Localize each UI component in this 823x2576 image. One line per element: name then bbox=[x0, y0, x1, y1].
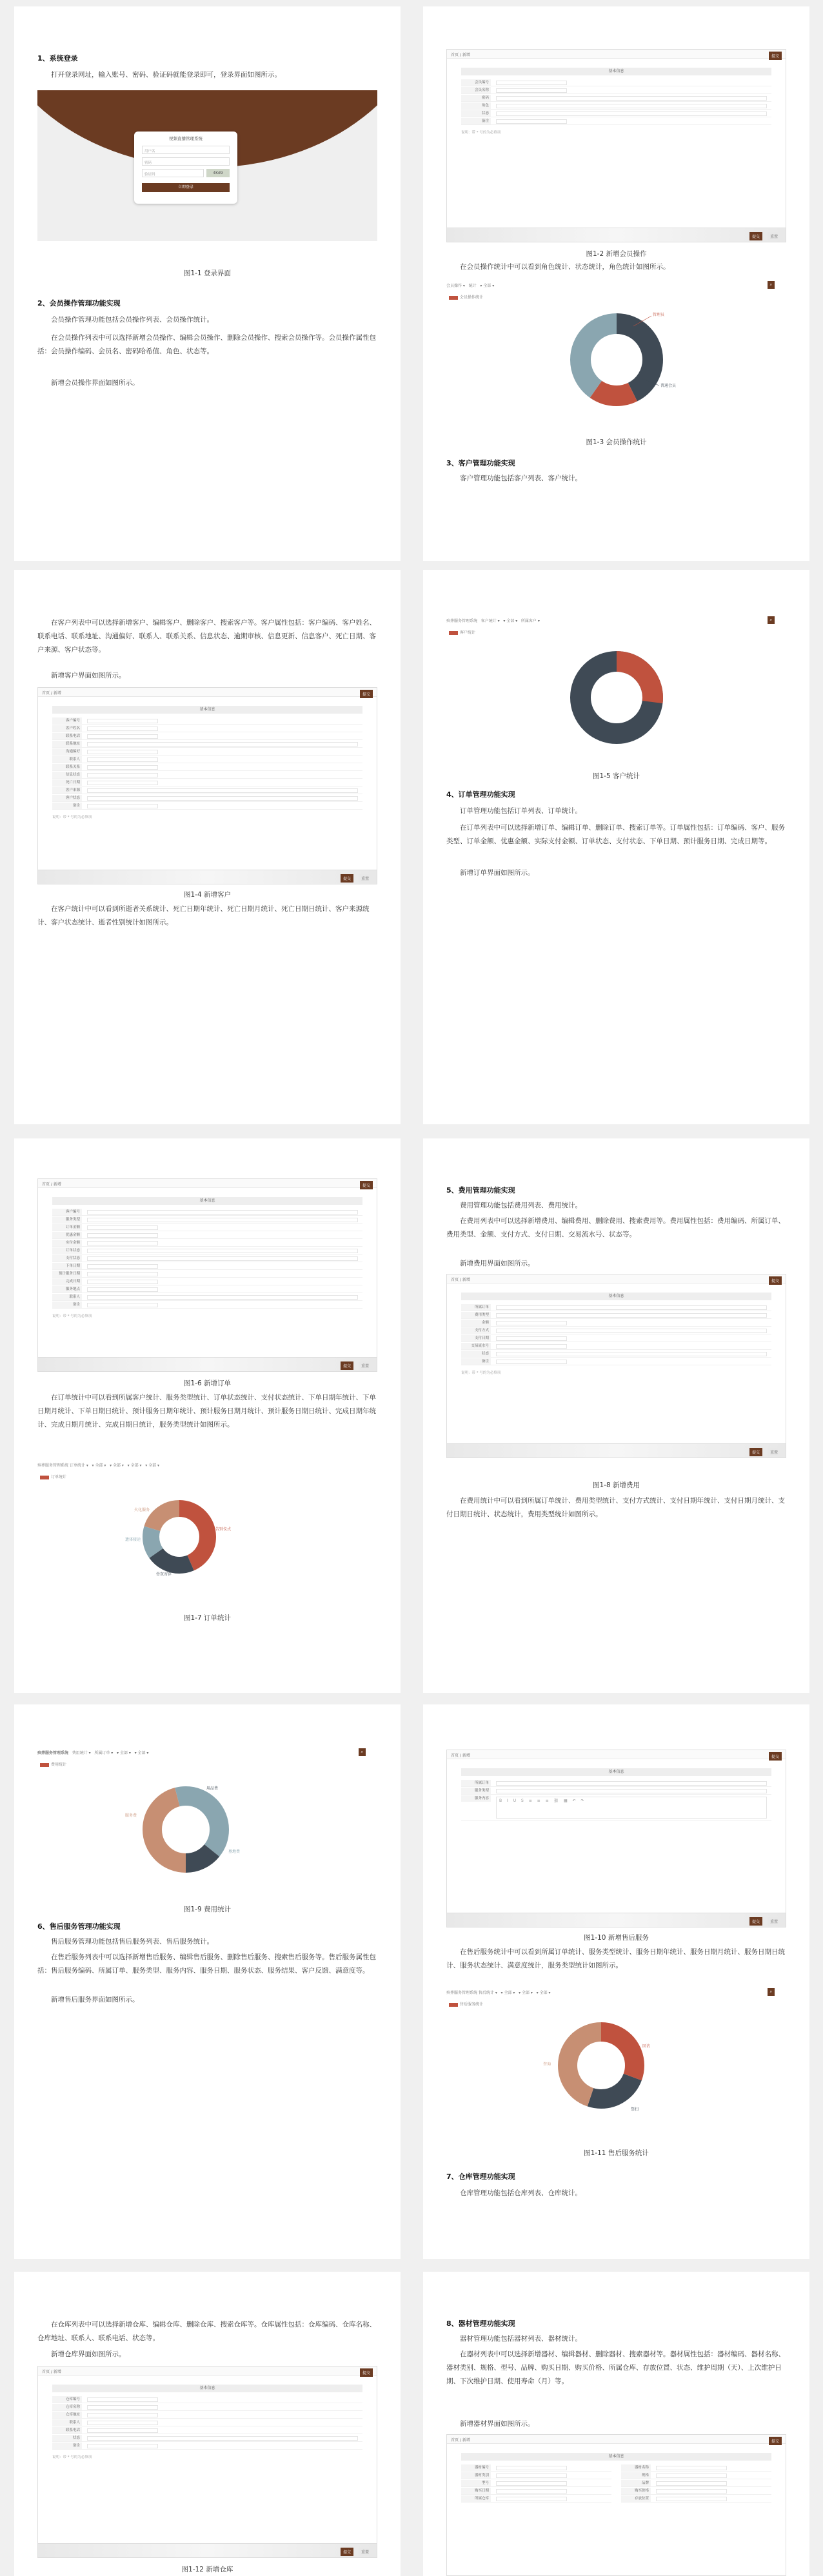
field-select[interactable] bbox=[496, 2474, 567, 2478]
field-input[interactable] bbox=[87, 1241, 158, 1245]
form-screenshot bbox=[446, 1750, 786, 1927]
field-input[interactable] bbox=[496, 81, 567, 85]
field-label: 联系电话 bbox=[52, 733, 82, 739]
chart-screenshot: 殡葬服务管理系统 客户统计 ▾ ▾ 全部 ▾ 所属客户 ▾ ⌕ 客户统计 bbox=[446, 616, 786, 765]
breadcrumb: 首页 / 新增 bbox=[38, 1179, 377, 1188]
paragraph: 在会员操作列表中可以选择新增会员操作、编辑会员操作、删除会员操作、搜索会员操作等。会员操作属性包括：会员操作编码、会员名、密码哈希值、角色、状态等。 bbox=[37, 334, 376, 355]
paragraph: 在会员操作统计中可以看到角色统计、状态统计，角色统计如图所示。 bbox=[460, 263, 670, 271]
field-input[interactable] bbox=[87, 2397, 158, 2402]
field-select[interactable] bbox=[87, 1295, 358, 1300]
field-input[interactable] bbox=[87, 2428, 158, 2433]
figure-caption: 图1-4 新增客户 bbox=[184, 891, 231, 899]
search-button[interactable]: ⌕ bbox=[768, 1988, 775, 1996]
field-label: 密码 bbox=[461, 95, 491, 101]
field-label: 型号 bbox=[461, 2480, 491, 2486]
form-note: 说明：带 * 号的为必填项 bbox=[461, 131, 501, 135]
paragraph: 在费用统计中可以看到所属订单统计、费用类型统计、支付方式统计、支付日期年统计、支付日期月统计、支付日期日统计、状态统计，费用类型统计如图所示。 bbox=[446, 1497, 785, 1518]
form-title: 基本信息 bbox=[461, 1768, 771, 1776]
paragraph: 新增订单界面如图所示。 bbox=[460, 869, 535, 877]
field-label: 下单日期 bbox=[52, 1263, 82, 1269]
paragraph: 售后服务管理功能包括售后服务列表、售后服务统计。 bbox=[51, 1938, 213, 1946]
field-select[interactable] bbox=[87, 1249, 358, 1253]
chart-legend: 售后服务统计 bbox=[460, 2002, 484, 2007]
paragraph: 新增费用界面如图所示。 bbox=[460, 1260, 535, 1267]
paragraph: 费用管理功能包括费用列表、费用统计。 bbox=[460, 1202, 582, 1209]
field-label: 器材编号 bbox=[461, 2464, 491, 2471]
field-input[interactable] bbox=[496, 1360, 567, 1364]
breadcrumb: 首页 / 新增 bbox=[447, 2435, 786, 2444]
save-button[interactable]: 提交 bbox=[360, 1181, 373, 1189]
figure-caption: 图1-2 新增会员操作 bbox=[586, 250, 647, 258]
field-label: 服务内容 bbox=[461, 1795, 491, 1802]
pie-label: 遗体接运 bbox=[125, 1537, 141, 1542]
field-label: 会员名称 bbox=[461, 87, 491, 93]
field-label: 费用类型 bbox=[461, 1312, 491, 1318]
rich-text-editor[interactable]: B I U S ≡ ≡ ≡ ⛓ ▦ ↶ ↷ bbox=[496, 1797, 767, 1819]
bottom-bar bbox=[38, 2543, 377, 2557]
field-label: 仓库编号 bbox=[52, 2396, 82, 2403]
field-label: 购买日期 bbox=[461, 2488, 491, 2494]
field-label: 联系人 bbox=[52, 756, 82, 763]
field-label: 所属仓库 bbox=[461, 2495, 491, 2502]
section-title: 4、订单管理功能实现 bbox=[446, 790, 515, 799]
field-label: 支付日期 bbox=[461, 1335, 491, 1342]
login-title: 视频直播管理系统 bbox=[169, 136, 203, 141]
reset-button[interactable]: 重置 bbox=[359, 874, 372, 883]
paragraph: 新增会员操作界面如图所示。 bbox=[51, 379, 139, 387]
paragraph: 在客户列表中可以选择新增客户、编辑客户、删除客户、搜索客户等。客户属性包括：客户编码、客户姓名、联系电话、联系地址、沟通偏好、联系人、联系关系、信息状态、逾期审核、信息更新、信息客户、死亡日期、客户来源、客户状态等。 bbox=[37, 619, 376, 654]
form-title: 基本信息 bbox=[461, 2453, 771, 2461]
pie-label: 服务费 bbox=[125, 1813, 137, 1818]
page-3 bbox=[14, 570, 401, 1124]
password-input[interactable]: 密码 bbox=[142, 157, 230, 166]
figure-caption: 图1-10 新增售后服务 bbox=[584, 1934, 649, 1942]
field-input[interactable] bbox=[496, 2481, 567, 2486]
section-title: 6、售后服务管理功能实现 bbox=[37, 1922, 121, 1931]
field-input[interactable] bbox=[87, 2444, 158, 2448]
field-input[interactable] bbox=[87, 2405, 158, 2410]
page-7 bbox=[14, 1704, 401, 2259]
field-select[interactable] bbox=[496, 1313, 767, 1318]
form-screenshot bbox=[446, 49, 786, 242]
chart-legend: 订单统计 bbox=[51, 1475, 67, 1479]
pie-label: 告别仪式 bbox=[215, 1527, 232, 1532]
paragraph: 订单管理功能包括订单列表、订单统计。 bbox=[460, 807, 582, 815]
save-button[interactable]: 提交 bbox=[769, 52, 782, 60]
login-panel bbox=[134, 132, 237, 204]
field-input[interactable] bbox=[87, 1303, 158, 1307]
field-label: 服务类型 bbox=[52, 1216, 82, 1223]
field-select[interactable] bbox=[496, 104, 767, 108]
captcha-input[interactable]: 验证码 bbox=[142, 169, 204, 177]
paragraph: 在仓库列表中可以选择新增仓库、编辑仓库、删除仓库、搜索仓库等。仓库属性包括：仓库编码、仓库名称、仓库地址、联系人、联系电话、状态等。 bbox=[37, 2321, 376, 2342]
field-input[interactable] bbox=[87, 2421, 158, 2425]
figure-caption: 图1-3 会员操作统计 bbox=[586, 438, 647, 446]
field-select[interactable] bbox=[496, 112, 767, 116]
paragraph: 新增售后服务界面如图所示。 bbox=[51, 1996, 139, 2004]
field-input[interactable] bbox=[87, 781, 158, 785]
section-title: 2、会员操作管理功能实现 bbox=[37, 299, 121, 307]
field-label: 备注 bbox=[52, 803, 82, 809]
field-input[interactable] bbox=[87, 742, 358, 746]
field-label: 存放位置 bbox=[621, 2495, 651, 2502]
field-label: 沟通偏好 bbox=[52, 748, 82, 755]
paragraph: 新增客户界面如图所示。 bbox=[51, 672, 126, 679]
paragraph: 在订单统计中可以看到所属客户统计、服务类型统计、订单状态统计、支付状态统计、下单日期年统计、下单日期月统计、下单日期日统计、预计服务日期年统计、预计服务日期月统计、预计服务日期日统计、完成日期年统计、完成日期月统计、完成日期日统计，服务类型统计如图所示。 bbox=[37, 1394, 376, 1429]
save-button[interactable]: 提交 bbox=[769, 2437, 782, 2445]
field-label: 预计服务日期 bbox=[52, 1271, 82, 1277]
field-input[interactable] bbox=[496, 2489, 567, 2493]
field-select[interactable] bbox=[87, 1218, 358, 1222]
field-label: 角色 bbox=[461, 102, 491, 109]
submit-button[interactable]: 提交 bbox=[341, 1361, 353, 1370]
chart-legend: 客户统计 bbox=[460, 630, 476, 635]
field-input[interactable] bbox=[87, 727, 158, 731]
pie-label: 管理员 bbox=[653, 313, 665, 317]
form-title: 基本信息 bbox=[52, 1197, 362, 1205]
paragraph: 在订单列表中可以选择新增订单、编辑订单、删除订单、搜索订单等。订单属性包括：订单编码、客户、服务类型、订单金额、优惠金额、实际支付金额、订单状态、支付状态、下单日期、预计服务日期、完成日期等。 bbox=[446, 824, 785, 845]
field-label: 器材类别 bbox=[461, 2472, 491, 2479]
pie-label: 火化服务 bbox=[134, 1508, 150, 1512]
paragraph: 会员操作管理功能包括会员操作列表、会员操作统计。 bbox=[51, 316, 213, 324]
form-note: 说明：带 * 号的为必填项 bbox=[461, 1371, 501, 1375]
form-screenshot bbox=[37, 1178, 377, 1372]
breadcrumb: 首页 / 新增 bbox=[447, 1750, 786, 1759]
field-select[interactable] bbox=[87, 796, 358, 801]
chart-screenshot: 殡葬服务管理系统 费用统计 ▾ 所属订单 ▾ ▾ 全部 ▾ ▾ 全部 ▾ ⌕ 费用统计 服务费 墓地费 用品费 bbox=[37, 1748, 377, 1897]
field-label: 金额 bbox=[461, 1320, 491, 1326]
save-button[interactable]: 提交 bbox=[769, 1276, 782, 1285]
field-input[interactable] bbox=[87, 750, 158, 754]
paragraph: 客户管理功能包括客户列表、客户统计。 bbox=[460, 474, 582, 482]
donut-chart bbox=[446, 281, 786, 429]
donut-chart bbox=[446, 616, 786, 765]
section-title: 1、系统登录 bbox=[37, 54, 78, 63]
field-select[interactable] bbox=[496, 2497, 567, 2501]
field-label: 信息状态 bbox=[52, 772, 82, 778]
submit-button[interactable]: 提交 bbox=[749, 232, 762, 240]
field-input[interactable] bbox=[496, 2466, 567, 2470]
bottom-bar bbox=[38, 1357, 377, 1371]
field-label: 实付金额 bbox=[52, 1240, 82, 1246]
field-input[interactable] bbox=[87, 1225, 158, 1230]
field-label: 仓库名称 bbox=[52, 2404, 82, 2410]
paragraph: 在客户统计中可以看到所逝者关系统计、死亡日期年统计、死亡日期月统计、死亡日期日统计、客户来源统计、客户状态统计、逝者性别统计如图所示。 bbox=[37, 905, 370, 926]
figure-caption: 图1-7 订单统计 bbox=[184, 1614, 231, 1622]
field-label: 客户编号 bbox=[52, 1209, 82, 1215]
form-screenshot bbox=[446, 2434, 786, 2576]
bottom-bar bbox=[38, 870, 377, 884]
field-input[interactable] bbox=[87, 2413, 158, 2417]
form-screenshot bbox=[446, 1274, 786, 1458]
field-input[interactable] bbox=[87, 765, 158, 770]
reset-button[interactable]: 重置 bbox=[768, 1917, 780, 1926]
save-button[interactable]: 提交 bbox=[360, 2368, 373, 2377]
page-9 bbox=[14, 2272, 401, 2576]
paragraph: 在器材列表中可以选择新增器材、编辑器材、删除器材、搜索器材等。器材属性包括：器材编码、器材名称、器材类别、规格、型号、品牌、购买日期、购买价格、所属仓库、存放位置、状态、维护周期（天）、上次维护日期、下次维护日期、使用寿命（月）等。 bbox=[446, 2350, 785, 2385]
chart-legend: 费用统计 bbox=[51, 1762, 67, 1767]
reset-button[interactable]: 重置 bbox=[768, 232, 780, 240]
form-note: 说明：带 * 号的为必填项 bbox=[52, 1314, 92, 1318]
field-label: 联系人 bbox=[52, 2419, 82, 2426]
submit-button[interactable]: 提交 bbox=[341, 874, 353, 883]
field-label: 品牌 bbox=[621, 2480, 651, 2486]
pie-label: 祭扫 bbox=[631, 2107, 639, 2112]
form-title: 基本信息 bbox=[461, 68, 771, 75]
figure-caption: 图1-8 新增费用 bbox=[593, 1481, 640, 1489]
section-title: 5、费用管理功能实现 bbox=[446, 1186, 515, 1195]
figure-caption: 图1-11 售后服务统计 bbox=[584, 2149, 649, 2157]
breadcrumb: 首页 / 新增 bbox=[447, 1274, 786, 1283]
paragraph: 打开登录网址，输入账号、密码、验证码就能登录即可，登录界面如图所示。 bbox=[51, 71, 281, 79]
page-1 bbox=[14, 6, 401, 561]
field-label: 会员编号 bbox=[461, 79, 491, 86]
reset-button[interactable]: 重置 bbox=[768, 1448, 780, 1456]
field-label: 联系电话 bbox=[52, 2427, 82, 2434]
submit-button[interactable]: 提交 bbox=[749, 1917, 762, 1926]
paragraph: 在售后服务列表中可以选择新增售后服务、编辑售后服务、删除售后服务、搜索售后服务等。售后服务属性包括：售后服务编码、所属订单、服务类型、服务内容、服务日期、服务状态、服务结果、客户反馈、满意度等。 bbox=[37, 1953, 376, 1975]
submit-button[interactable]: 提交 bbox=[749, 1448, 762, 1456]
field-label: 购买价格 bbox=[621, 2488, 651, 2494]
field-select[interactable] bbox=[496, 1305, 767, 1310]
field-label: 备注 bbox=[461, 118, 491, 124]
field-label: 状态 bbox=[461, 110, 491, 117]
login-button[interactable]: 立即登录 bbox=[142, 183, 230, 192]
pie-label: 咨询 bbox=[543, 2062, 551, 2067]
paragraph: 在费用列表中可以选择新增费用、编辑费用、删除费用、搜索费用等。费用属性包括：费用编码、所属订单、费用类型、金额、支付方式、支付日期、交易流水号、状态等。 bbox=[446, 1217, 785, 1238]
bottom-bar bbox=[447, 1443, 786, 1458]
bottom-bar bbox=[447, 228, 786, 242]
figure-caption: 图1-12 新增仓库 bbox=[181, 2566, 233, 2573]
field-label: 器材名称 bbox=[621, 2464, 651, 2471]
pie-label: 骨灰寄存 bbox=[156, 1572, 172, 1577]
field-input[interactable] bbox=[87, 734, 158, 739]
pie-label: 用品费 bbox=[206, 1786, 219, 1791]
field-label: 死亡日期 bbox=[52, 779, 82, 786]
field-label: 服务类型 bbox=[461, 1788, 491, 1794]
field-label: 交易流水号 bbox=[461, 1343, 491, 1349]
pie-label: 普通会员 bbox=[660, 384, 677, 388]
search-button[interactable]: ⌕ bbox=[768, 281, 775, 289]
bottom-bar bbox=[447, 1913, 786, 1927]
chart-screenshot: 会员操作 ▾ 统计 ▾ 全部 ▾ ⌕ 会员操作统计 管理员 普通会员 bbox=[446, 281, 786, 429]
field-input[interactable] bbox=[496, 119, 567, 124]
field-select[interactable] bbox=[87, 1256, 358, 1261]
field-select[interactable] bbox=[496, 1781, 767, 1786]
field-input[interactable] bbox=[496, 1336, 567, 1341]
field-input[interactable] bbox=[87, 1280, 158, 1284]
figure-caption: 图1-5 客户统计 bbox=[593, 772, 640, 780]
form-screenshot bbox=[37, 687, 377, 884]
paragraph: 新增器材界面如图所示。 bbox=[460, 2420, 535, 2428]
captcha-image[interactable]: 4Kd9 bbox=[206, 169, 230, 177]
page-6 bbox=[423, 1138, 809, 1693]
pie-label: 回访 bbox=[642, 2044, 651, 2049]
submit-button[interactable]: 提交 bbox=[341, 2548, 353, 2556]
field-label: 规格 bbox=[621, 2472, 651, 2479]
figure-caption: 图1-9 费用统计 bbox=[184, 1906, 231, 1913]
section-title: 3、客户管理功能实现 bbox=[446, 459, 515, 467]
reset-button[interactable]: 重置 bbox=[359, 1361, 372, 1370]
field-label: 订单状态 bbox=[52, 1247, 82, 1254]
breadcrumb: 首页 / 新增 bbox=[38, 2366, 377, 2376]
page-10 bbox=[423, 2272, 809, 2576]
field-label: 联系人 bbox=[52, 1294, 82, 1300]
save-button[interactable]: 提交 bbox=[769, 1752, 782, 1761]
search-button[interactable]: ⌕ bbox=[359, 1748, 366, 1756]
page-8 bbox=[423, 1704, 809, 2259]
paragraph: 新增仓库界面如图所示。 bbox=[51, 2350, 126, 2358]
field-select[interactable] bbox=[496, 1789, 767, 1793]
field-label: 备注 bbox=[52, 1302, 82, 1308]
form-title: 基本信息 bbox=[52, 706, 362, 714]
field-input[interactable] bbox=[87, 1272, 158, 1276]
field-input[interactable] bbox=[496, 1321, 567, 1325]
field-input[interactable] bbox=[656, 2466, 727, 2470]
field-label: 客户来源 bbox=[52, 787, 82, 794]
chart-legend: 会员操作统计 bbox=[460, 295, 484, 300]
field-input[interactable] bbox=[87, 804, 158, 808]
field-label: 备注 bbox=[461, 1358, 491, 1365]
breadcrumb: 首页 / 新增 bbox=[447, 50, 786, 59]
field-input[interactable] bbox=[656, 2474, 727, 2478]
field-label: 服务地点 bbox=[52, 1286, 82, 1293]
field-select[interactable] bbox=[87, 2436, 358, 2441]
section-title: 7、仓库管理功能实现 bbox=[446, 2172, 515, 2181]
donut-chart bbox=[446, 1988, 786, 2143]
form-title: 基本信息 bbox=[52, 2385, 362, 2392]
paragraph: 器材管理功能包括器材列表、器材统计。 bbox=[460, 2335, 582, 2343]
field-input[interactable] bbox=[87, 773, 158, 777]
reset-button[interactable]: 重置 bbox=[359, 2548, 372, 2556]
field-label: 联系地址 bbox=[52, 741, 82, 747]
field-label: 完成日期 bbox=[52, 1278, 82, 1285]
field-select[interactable] bbox=[87, 1210, 358, 1215]
field-select[interactable] bbox=[496, 1329, 767, 1333]
paragraph: 仓库管理功能包括仓库列表、仓库统计。 bbox=[460, 2189, 582, 2197]
section-title: 8、器材管理功能实现 bbox=[446, 2319, 515, 2328]
field-label: 客户编号 bbox=[52, 717, 82, 724]
page-5 bbox=[14, 1138, 401, 1693]
field-label: 所属订单 bbox=[461, 1780, 491, 1786]
form-note: 说明：带 * 号的为必填项 bbox=[52, 815, 92, 819]
field-label: 订单金额 bbox=[52, 1224, 82, 1231]
field-label: 联系关系 bbox=[52, 764, 82, 770]
field-label: 支付方式 bbox=[461, 1327, 491, 1334]
field-input[interactable] bbox=[496, 1344, 567, 1349]
field-label: 客户状态 bbox=[52, 795, 82, 801]
field-input[interactable] bbox=[656, 2481, 727, 2486]
field-label: 优惠金额 bbox=[52, 1232, 82, 1238]
donut-chart bbox=[37, 1748, 377, 1897]
field-label: 状态 bbox=[52, 2435, 82, 2441]
field-input[interactable] bbox=[656, 2497, 727, 2501]
chart-screenshot: 殡葬服务管理系统 售后统计 ▾ ▾ 全部 ▾ ▾ 全部 ▾ ▾ 全部 ▾ ⌕ 售后服务统计 回访 祭扫 咨询 bbox=[446, 1988, 786, 2143]
field-input[interactable] bbox=[656, 2489, 727, 2493]
pie-label: 墓地费 bbox=[228, 1849, 241, 1854]
field-label: 所属订单 bbox=[461, 1304, 491, 1311]
field-label: 客户姓名 bbox=[52, 725, 82, 732]
field-label: 备注 bbox=[52, 2443, 82, 2449]
field-select[interactable] bbox=[87, 788, 358, 793]
field-input[interactable] bbox=[87, 1233, 158, 1238]
field-input[interactable] bbox=[87, 1287, 158, 1292]
paragraph: 在售后服务统计中可以看到所属订单统计、服务类型统计、服务日期年统计、服务日期月统计、服务日期日统计、服务状态统计、满意度统计，服务类型统计如图所示。 bbox=[446, 1948, 785, 1969]
app-title: 殡葬服务管理系统 bbox=[37, 1751, 69, 1755]
form-screenshot bbox=[37, 2366, 377, 2558]
field-label: 状态 bbox=[461, 1351, 491, 1357]
field-input[interactable] bbox=[496, 96, 767, 101]
field-input[interactable] bbox=[87, 1264, 158, 1269]
login-screenshot bbox=[37, 90, 377, 241]
form-note: 说明：带 * 号的为必填项 bbox=[52, 2455, 92, 2459]
save-button[interactable]: 提交 bbox=[360, 690, 373, 698]
donut-chart bbox=[37, 1461, 377, 1609]
search-button[interactable]: ⌕ bbox=[768, 616, 775, 624]
breadcrumb: 首页 / 新增 bbox=[38, 688, 377, 697]
username-input[interactable]: 用户名 bbox=[142, 146, 230, 154]
field-input[interactable] bbox=[496, 88, 567, 93]
page-2 bbox=[423, 6, 809, 561]
figure-caption: 图1-1 登录界面 bbox=[184, 269, 231, 277]
field-label: 仓库地址 bbox=[52, 2412, 82, 2418]
field-input[interactable] bbox=[87, 757, 158, 762]
page-4 bbox=[423, 570, 809, 1124]
field-input[interactable] bbox=[87, 719, 158, 723]
field-label: 支付状态 bbox=[52, 1255, 82, 1262]
form-title: 基本信息 bbox=[461, 1293, 771, 1300]
field-select[interactable] bbox=[496, 1352, 767, 1356]
chart-screenshot: 殡葬服务管理系统 订单统计 ▾ ▾ 全部 ▾ ▾ 全部 ▾ ▾ 全部 ▾ ▾ 全部 ▾ 订单统计 告别仪式 火化服务 遗体接运 骨灰寄存 bbox=[37, 1461, 377, 1609]
figure-caption: 图1-6 新增订单 bbox=[184, 1380, 231, 1387]
